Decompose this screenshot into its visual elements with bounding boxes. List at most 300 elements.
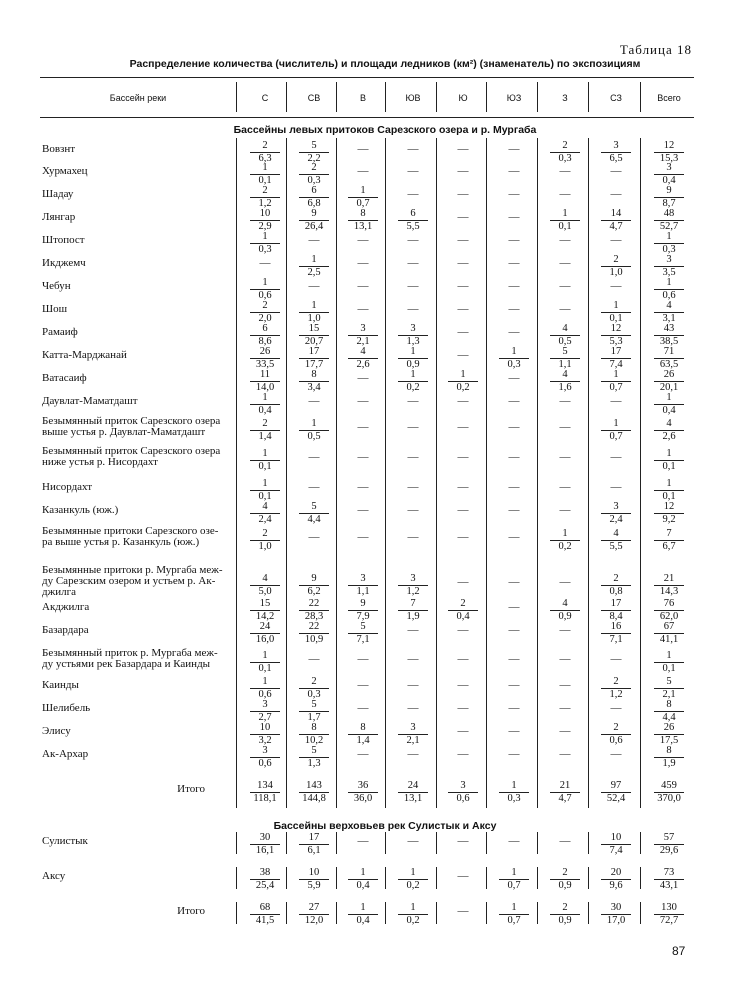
row-column-separator <box>236 902 237 924</box>
row-denominator: 0,1 <box>662 491 676 502</box>
empty-dash: — <box>559 303 571 315</box>
empty-dash: — <box>508 624 520 636</box>
empty-dash: — <box>407 421 419 433</box>
row-name <box>42 416 242 438</box>
row-denominator: 7,4 <box>609 845 623 856</box>
row-numerator: 22 <box>308 598 320 609</box>
row-numerator: 15 <box>308 323 320 334</box>
row-denominator: 0,1 <box>609 313 623 324</box>
empty-dash: — <box>508 576 520 588</box>
row-numerator: 3 <box>410 323 416 334</box>
row-name <box>42 703 242 714</box>
row-numerator: 67 <box>663 621 675 632</box>
empty-dash: — <box>610 481 622 493</box>
row-denominator: 5,9 <box>307 880 321 891</box>
row-value <box>294 832 334 857</box>
row-value <box>649 832 689 857</box>
table-title: Распределение количества (числитель) и площади ледников (км²) (знаменатель) по экспозициям <box>129 58 641 70</box>
row-value <box>596 528 636 553</box>
row-denominator: 5,5 <box>406 221 420 232</box>
empty-dash: — <box>508 653 520 665</box>
empty-dash: — <box>407 395 419 407</box>
row-value <box>494 346 534 371</box>
row-denominator: 9,2 <box>662 514 676 525</box>
row-value <box>649 392 689 417</box>
total-denominator: 36,0 <box>353 793 373 804</box>
empty-dash: — <box>457 451 469 463</box>
row-name <box>42 235 242 246</box>
row-denominator: 2,0 <box>258 313 272 324</box>
row-column-separator <box>436 867 437 889</box>
row-name <box>42 446 242 468</box>
empty-dash: — <box>457 835 469 847</box>
empty-dash: — <box>508 326 520 338</box>
row-numerator: 2 <box>613 254 619 265</box>
column-separator <box>486 138 487 808</box>
row-denominator: 1,9 <box>662 758 676 769</box>
row-value <box>294 346 334 371</box>
total-column-separator <box>640 782 641 808</box>
row-value <box>649 745 689 770</box>
empty-dash: — <box>357 679 369 691</box>
empty-dash: — <box>559 748 571 760</box>
empty-dash: — <box>407 624 419 636</box>
column-separator <box>286 138 287 808</box>
total-denominator: 13,1 <box>403 793 423 804</box>
row-name <box>42 396 242 407</box>
row-value <box>393 208 433 233</box>
row-value <box>649 448 689 473</box>
row-numerator: 1 <box>613 369 619 380</box>
empty-dash: — <box>457 165 469 177</box>
empty-dash: — <box>259 257 271 269</box>
row-numerator: 15 <box>259 598 271 609</box>
row-name-line: Акджилга <box>42 601 90 613</box>
row-denominator: 0,5 <box>307 431 321 442</box>
empty-dash: — <box>407 748 419 760</box>
header-column-separator <box>640 82 641 112</box>
row-value <box>393 346 433 371</box>
row-value <box>294 573 334 598</box>
empty-dash: — <box>559 395 571 407</box>
row-numerator: 26 <box>663 722 675 733</box>
total-denominator: 52,4 <box>606 793 626 804</box>
empty-dash: — <box>357 748 369 760</box>
row-denominator: 6,8 <box>307 198 321 209</box>
row-denominator: 28,3 <box>304 611 324 622</box>
row-denominator: 17,5 <box>659 735 679 746</box>
row-denominator: 1,4 <box>356 735 370 746</box>
row-numerator: 9 <box>311 573 317 584</box>
column-header: ЮЗ <box>506 93 522 103</box>
row-numerator: 1 <box>311 254 317 265</box>
row-denominator: 0,2 <box>558 541 572 552</box>
empty-dash: — <box>457 257 469 269</box>
row-numerator: 12 <box>663 140 675 151</box>
row-value <box>245 323 285 348</box>
row-numerator: 1 <box>562 528 568 539</box>
total-value <box>393 780 433 805</box>
total-value <box>294 902 334 927</box>
row-numerator: 9 <box>666 185 672 196</box>
row-denominator: 5,5 <box>609 541 623 552</box>
row-denominator: 0,9 <box>406 359 420 370</box>
row-denominator: 8,7 <box>662 198 676 209</box>
row-denominator: 0,1 <box>258 461 272 472</box>
empty-dash: — <box>508 303 520 315</box>
row-value <box>294 699 334 724</box>
total-numerator: 1 <box>511 902 517 913</box>
row-numerator: 8 <box>360 208 366 219</box>
total-value <box>596 902 636 927</box>
row-column-separator <box>236 832 237 854</box>
row-denominator: 4,7 <box>609 221 623 232</box>
row-numerator: 17 <box>308 346 320 357</box>
row-value <box>649 573 689 598</box>
empty-dash: — <box>357 481 369 493</box>
total-denominator: 12,0 <box>304 915 324 926</box>
row-column-separator <box>236 867 237 889</box>
empty-dash: — <box>508 234 520 246</box>
row-denominator: 14,3 <box>659 586 679 597</box>
row-value <box>649 185 689 210</box>
row-value <box>596 418 636 443</box>
empty-dash: — <box>457 349 469 361</box>
row-denominator: 0,7 <box>609 382 623 393</box>
row-numerator: 10 <box>610 832 622 843</box>
empty-dash: — <box>407 835 419 847</box>
empty-dash: — <box>508 395 520 407</box>
empty-dash: — <box>457 576 469 588</box>
empty-dash: — <box>457 395 469 407</box>
row-numerator: 3 <box>410 573 416 584</box>
row-name-line: Хурмахец <box>42 165 88 177</box>
row-name-line: Шелибель <box>42 702 91 714</box>
empty-dash: — <box>508 372 520 384</box>
row-numerator: 5 <box>311 699 317 710</box>
empty-dash: — <box>457 653 469 665</box>
empty-dash: — <box>457 481 469 493</box>
row-denominator: 0,1 <box>258 175 272 186</box>
total-denominator: 41,5 <box>255 915 275 926</box>
total-label: Итого <box>177 905 205 917</box>
row-denominator: 43,1 <box>659 880 679 891</box>
row-value <box>343 598 383 623</box>
empty-dash: — <box>508 702 520 714</box>
total-denominator: 370,0 <box>657 793 681 804</box>
row-denominator: 14,0 <box>255 382 275 393</box>
row-name <box>42 836 242 847</box>
row-denominator: 6,7 <box>662 541 676 552</box>
total-numerator: 3 <box>460 780 466 791</box>
row-name-line: Ватасаиф <box>42 372 87 384</box>
column-separator <box>588 138 589 808</box>
row-denominator: 2,9 <box>258 221 272 232</box>
empty-dash: — <box>357 504 369 516</box>
empty-dash: — <box>357 143 369 155</box>
row-value <box>294 501 334 526</box>
row-denominator: 0,1 <box>662 461 676 472</box>
total-denominator: 0,3 <box>507 793 521 804</box>
empty-dash: — <box>457 143 469 155</box>
empty-dash: — <box>508 531 520 543</box>
empty-dash: — <box>508 188 520 200</box>
empty-dash: — <box>357 372 369 384</box>
empty-dash: — <box>457 679 469 691</box>
row-name <box>42 749 242 760</box>
empty-dash: — <box>357 451 369 463</box>
row-denominator: 2,4 <box>609 514 623 525</box>
row-value <box>245 621 285 646</box>
row-value <box>596 598 636 623</box>
row-name-line: Вовзнт <box>42 143 76 155</box>
row-denominator: 0,1 <box>662 663 676 674</box>
row-numerator: 10 <box>259 208 271 219</box>
total-numerator: 30 <box>610 902 622 913</box>
row-numerator: 3 <box>262 699 268 710</box>
row-value <box>393 867 433 892</box>
row-value <box>245 346 285 371</box>
row-denominator: 0,3 <box>507 359 521 370</box>
row-value <box>649 501 689 526</box>
total-numerator: 1 <box>360 902 366 913</box>
row-name <box>42 871 242 882</box>
column-header: Всего <box>657 93 681 103</box>
row-numerator: 2 <box>562 867 568 878</box>
column-header: С <box>261 93 269 103</box>
header-column-separator <box>336 82 337 112</box>
row-numerator: 8 <box>360 722 366 733</box>
row-numerator: 2 <box>262 140 268 151</box>
header-column-separator <box>436 82 437 112</box>
empty-dash: — <box>559 725 571 737</box>
row-numerator: 57 <box>663 832 675 843</box>
empty-dash: — <box>407 234 419 246</box>
row-numerator: 1 <box>262 676 268 687</box>
empty-dash: — <box>559 257 571 269</box>
row-denominator: 3,4 <box>307 382 321 393</box>
empty-dash: — <box>407 303 419 315</box>
row-value <box>294 598 334 623</box>
row-column-separator <box>385 902 386 924</box>
total-numerator: 2 <box>562 902 568 913</box>
row-denominator: 2,7 <box>258 712 272 723</box>
empty-dash: — <box>308 280 320 292</box>
row-name <box>42 680 242 691</box>
total-denominator: 17,0 <box>606 915 626 926</box>
total-numerator: 1 <box>410 902 416 913</box>
row-numerator: 9 <box>311 208 317 219</box>
row-value <box>545 369 585 394</box>
empty-dash: — <box>357 653 369 665</box>
empty-dash: — <box>610 234 622 246</box>
total-value <box>443 780 483 805</box>
row-name-line: Элису <box>42 725 71 737</box>
row-name-line: Катта-Марджанай <box>42 349 127 361</box>
row-denominator: 0,1 <box>258 663 272 674</box>
row-column-separator <box>286 902 287 924</box>
row-denominator: 1,0 <box>258 541 272 552</box>
total-denominator: 0,9 <box>558 915 572 926</box>
empty-dash: — <box>559 504 571 516</box>
row-value <box>393 722 433 747</box>
row-numerator: 1 <box>562 208 568 219</box>
column-header: СЗ <box>610 93 622 103</box>
row-denominator: 62,0 <box>659 611 679 622</box>
empty-dash: — <box>357 835 369 847</box>
total-numerator: 24 <box>407 780 419 791</box>
column-separator <box>537 138 538 808</box>
row-value <box>294 300 334 325</box>
empty-dash: — <box>457 421 469 433</box>
row-numerator: 1 <box>666 448 672 459</box>
row-numerator: 2 <box>262 300 268 311</box>
row-value <box>649 300 689 325</box>
empty-dash: — <box>357 257 369 269</box>
row-value <box>245 448 285 473</box>
empty-dash: — <box>559 679 571 691</box>
row-value <box>545 867 585 892</box>
empty-dash: — <box>407 531 419 543</box>
empty-dash: — <box>407 143 419 155</box>
row-denominator: 29,6 <box>659 845 679 856</box>
row-value <box>649 650 689 675</box>
row-denominator: 1,3 <box>307 758 321 769</box>
row-numerator: 1 <box>262 231 268 242</box>
row-value <box>294 676 334 701</box>
total-value <box>343 780 383 805</box>
empty-dash: — <box>457 725 469 737</box>
row-numerator: 4 <box>666 300 672 311</box>
row-value <box>245 369 285 394</box>
row-denominator: 0,7 <box>507 880 521 891</box>
total-numerator: 27 <box>308 902 320 913</box>
row-value <box>545 140 585 165</box>
row-value <box>649 478 689 503</box>
row-column-separator <box>537 867 538 889</box>
row-value <box>649 598 689 623</box>
row-numerator: 3 <box>410 722 416 733</box>
row-name-line: Лянгар <box>42 211 76 223</box>
row-value <box>393 323 433 348</box>
row-numerator: 4 <box>360 346 366 357</box>
total-column-separator <box>286 782 287 808</box>
header-column-separator <box>286 82 287 112</box>
row-denominator: 1,2 <box>258 198 272 209</box>
empty-dash: — <box>508 481 520 493</box>
empty-dash: — <box>559 165 571 177</box>
row-column-separator <box>436 902 437 924</box>
row-value <box>294 745 334 770</box>
row-value <box>294 621 334 646</box>
column-separator <box>336 138 337 808</box>
row-denominator: 2,6 <box>662 431 676 442</box>
row-numerator: 12 <box>610 323 622 334</box>
row-numerator: 5 <box>562 346 568 357</box>
row-value <box>596 832 636 857</box>
row-value <box>245 832 285 857</box>
row-numerator: 5 <box>360 621 366 632</box>
row-numerator: 1 <box>666 478 672 489</box>
row-numerator: 3 <box>262 745 268 756</box>
row-name-line: Безымянный приток р. Мургаба меж- <box>42 647 218 659</box>
row-denominator: 0,6 <box>258 290 272 301</box>
row-value <box>393 573 433 598</box>
row-column-separator <box>537 832 538 854</box>
row-numerator: 2 <box>311 162 317 173</box>
row-value <box>596 323 636 348</box>
row-value <box>545 346 585 371</box>
row-value <box>596 300 636 325</box>
row-numerator: 1 <box>262 392 268 403</box>
empty-dash: — <box>457 188 469 200</box>
empty-dash: — <box>407 653 419 665</box>
row-numerator: 1 <box>511 867 517 878</box>
row-name-line: ду устьями рек Базардара и Каинды <box>42 658 211 670</box>
header-column-separator <box>537 82 538 112</box>
row-denominator: 5,0 <box>258 586 272 597</box>
total-column-separator <box>537 782 538 808</box>
row-name-line: Штопост <box>42 234 85 246</box>
column-header-basin: Бассейн реки <box>109 93 167 103</box>
row-numerator: 1 <box>262 448 268 459</box>
row-value <box>294 323 334 348</box>
row-denominator: 41,1 <box>659 634 679 645</box>
total-denominator: 72,7 <box>659 915 679 926</box>
row-numerator: 1 <box>360 867 366 878</box>
empty-dash: — <box>559 653 571 665</box>
row-name-line: Шош <box>42 303 68 315</box>
empty-dash: — <box>559 234 571 246</box>
section-title: Бассейны левых притоков Сарезского озера и р. Мургаба <box>233 124 537 136</box>
total-denominator: 0,6 <box>456 793 470 804</box>
table-number: Таблица 18 <box>619 42 692 57</box>
row-denominator: 0,2 <box>406 382 420 393</box>
column-header: ЮВ <box>405 93 421 103</box>
row-numerator: 3 <box>666 254 672 265</box>
row-numerator: 20 <box>610 867 622 878</box>
empty-dash: — <box>457 211 469 223</box>
row-value <box>245 277 285 302</box>
section-title: Бассейны верховьев рек Сулистык и Аксу <box>273 820 497 832</box>
column-header: СВ <box>307 93 321 103</box>
row-denominator: 0,1 <box>558 221 572 232</box>
row-value <box>294 369 334 394</box>
row-value <box>596 254 636 279</box>
row-value <box>649 346 689 371</box>
row-value <box>649 231 689 256</box>
column-header: В <box>359 93 366 103</box>
empty-dash: — <box>559 451 571 463</box>
empty-dash: — <box>610 748 622 760</box>
row-numerator: 24 <box>259 621 271 632</box>
row-value <box>245 501 285 526</box>
header-column-separator <box>385 82 386 112</box>
empty-dash: — <box>559 481 571 493</box>
row-name-line: Шадау <box>42 188 74 200</box>
row-denominator: 0,3 <box>558 153 572 164</box>
row-value <box>494 867 534 892</box>
total-column-separator <box>385 782 386 808</box>
empty-dash: — <box>308 451 320 463</box>
row-value <box>649 621 689 646</box>
row-value <box>294 254 334 279</box>
row-column-separator <box>486 867 487 889</box>
row-name <box>42 212 242 223</box>
row-name <box>42 482 242 493</box>
empty-dash: — <box>610 395 622 407</box>
row-numerator: 4 <box>562 369 568 380</box>
